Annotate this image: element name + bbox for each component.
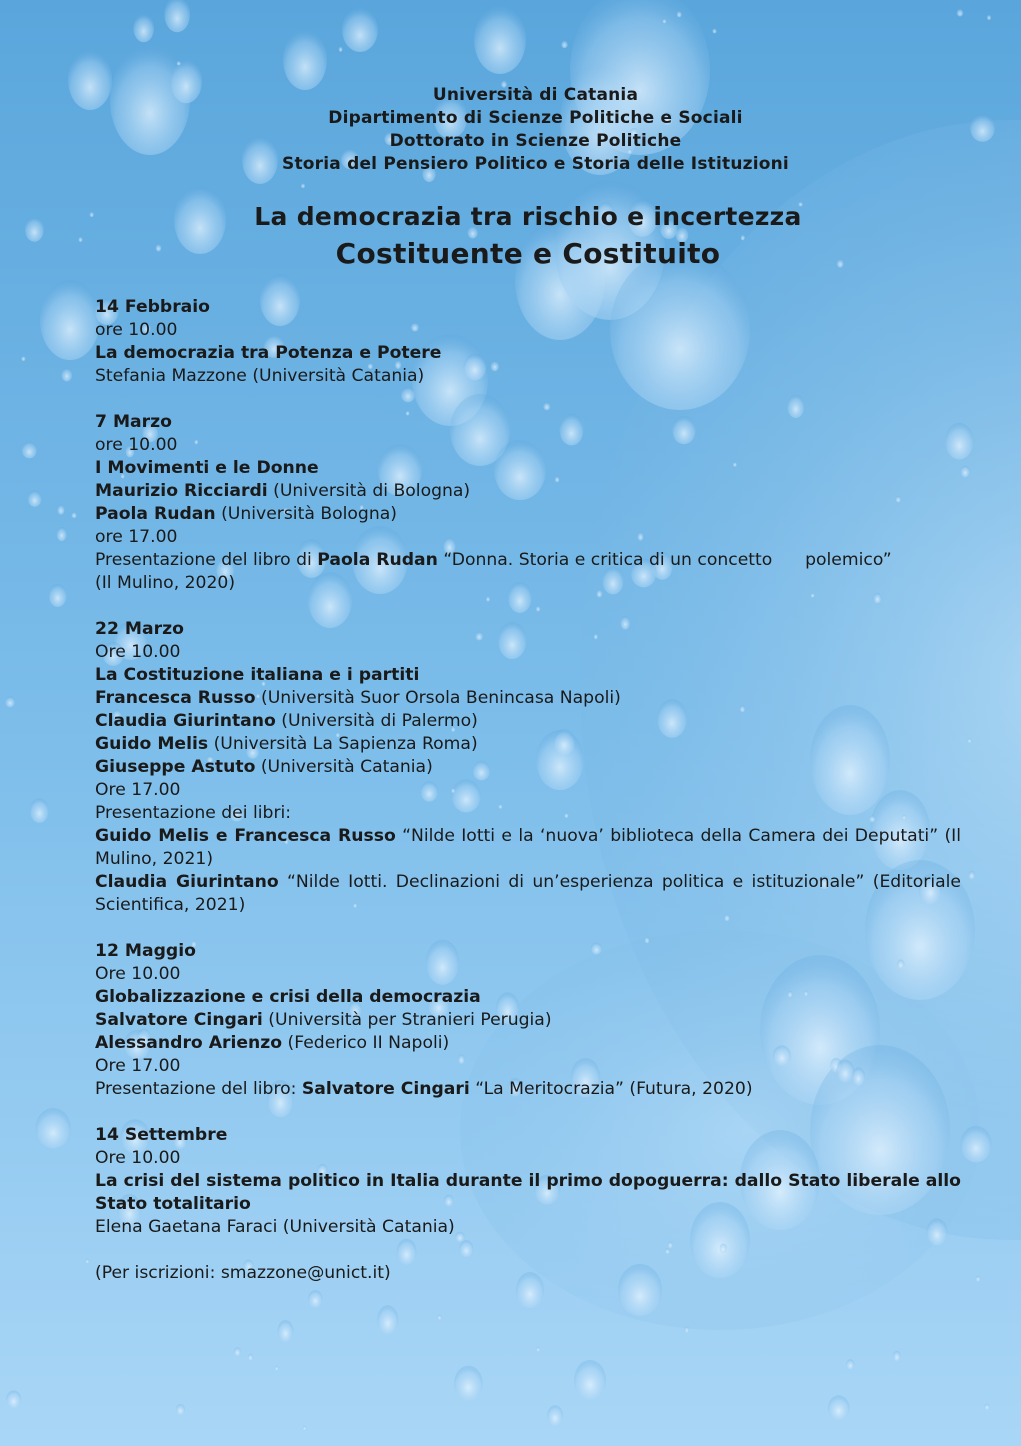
speaker-line — [95, 756, 961, 779]
header-subject: Storia del Pensiero Politico e Storia delle Istituzioni — [282, 154, 789, 174]
presentation-prefix: Presentazione del libro di — [95, 550, 318, 570]
speaker-line — [95, 503, 961, 526]
event-date: 14 Febbraio — [95, 297, 210, 317]
speaker-name: Paola Rudan — [95, 504, 216, 524]
speaker-name: Maurizio Ricciardi — [95, 481, 268, 501]
page-title: La democrazia tra rischio e incertezza — [254, 202, 802, 231]
book-title: “La Meritocrazia” (Futura, 2020) — [469, 1079, 753, 1099]
book-presentation — [95, 825, 961, 871]
event-date: 12 Maggio — [95, 941, 196, 961]
speaker-line — [95, 480, 961, 503]
event — [95, 411, 961, 595]
book-author: Paola Rudan — [317, 550, 438, 570]
speaker-affiliation: (Università di Bologna) — [267, 481, 471, 501]
speaker-name: Alessandro Arienzo — [95, 1033, 283, 1053]
book-author: Claudia Giurintano — [95, 872, 279, 892]
book-title: “Nilde Iotti e la ‘nuova’ biblioteca della Camera dei Deputati” (Il Mulino, 2021) — [95, 826, 961, 869]
event-date: 14 Settembre — [95, 1125, 228, 1145]
event-time: Ore 10.00 — [95, 964, 181, 984]
book-presentation — [95, 1078, 961, 1101]
speaker-affiliation: (Università per Stranieri Perugia) — [262, 1010, 552, 1030]
speaker-name: Claudia Giurintano — [95, 711, 276, 731]
event-speaker: Elena Gaetana Faraci (Università Catania) — [95, 1217, 455, 1237]
speaker-affiliation: (Università La Sapienza Roma) — [208, 734, 478, 754]
event-topic: La Costituzione italiana e i partiti — [95, 665, 420, 685]
book-title: “Donna. Storia e critica di un concetto polemico” — [437, 550, 892, 570]
speaker-name: Francesca Russo — [95, 688, 256, 708]
speaker-line — [95, 710, 961, 733]
book-presentation — [95, 549, 961, 572]
book-title: “Nilde Iotti. Declinazioni di un’esperienza politica e istituzionale” (Editoriale Scientifica, 2021) — [95, 872, 961, 915]
speaker-line — [95, 733, 961, 756]
registration-contact: (Per iscrizioni: smazzone@unict.it) — [95, 1263, 391, 1283]
book-author: Guido Melis e Francesca Russo — [95, 826, 396, 846]
event-date: 7 Marzo — [95, 412, 172, 432]
speaker-affiliation: (Università Bologna) — [215, 504, 397, 524]
event-time: Ore 10.00 — [95, 642, 181, 662]
event-topic: La democrazia tra Potenza e Potere — [95, 343, 442, 363]
book-publisher: (Il Mulino, 2020) — [95, 573, 236, 593]
event-date: 22 Marzo — [95, 619, 184, 639]
speaker-affiliation: (Federico II Napoli) — [282, 1033, 450, 1053]
speaker-line — [95, 1032, 961, 1055]
event — [95, 1124, 961, 1239]
event-topic: Globalizzazione e crisi della democrazia — [95, 987, 481, 1007]
event-time: ore 10.00 — [95, 320, 178, 340]
event-time: Ore 17.00 — [95, 780, 181, 800]
header-department: Dipartimento di Scienze Politiche e Sociali — [328, 108, 743, 128]
speaker-line — [95, 1009, 961, 1032]
event-topic: La crisi del sistema politico in Italia durante il primo dopoguerra: dallo Stato liberale allo Stato totalitario — [95, 1171, 961, 1214]
presentation-label: Presentazione dei libri: — [95, 803, 292, 823]
speaker-affiliation: (Università di Palermo) — [275, 711, 478, 731]
event — [95, 940, 961, 1101]
speaker-line — [95, 687, 961, 710]
event-speaker: Stefania Mazzone (Università Catania) — [95, 366, 425, 386]
event-time: Ore 17.00 — [95, 1056, 181, 1076]
book-presentation — [95, 871, 961, 917]
page-subtitle: Costituente e Costituito — [335, 237, 721, 270]
book-author: Salvatore Cingari — [301, 1079, 470, 1099]
header-university: Università di Catania — [432, 85, 639, 105]
header-doctorate: Dottorato in Scienze Politiche — [389, 131, 682, 151]
event-time: ore 10.00 — [95, 435, 178, 455]
event-topic: I Movimenti e le Donne — [95, 458, 319, 478]
speaker-affiliation: (Università Suor Orsola Benincasa Napoli) — [255, 688, 621, 708]
event — [95, 296, 961, 388]
event-time: ore 17.00 — [95, 527, 178, 547]
header — [0, 84, 1021, 176]
program — [95, 296, 961, 1285]
speaker-name: Salvatore Cingari — [95, 1010, 263, 1030]
event — [95, 618, 961, 917]
speaker-affiliation: (Università Catania) — [255, 757, 433, 777]
presentation-prefix: Presentazione del libro: — [95, 1079, 302, 1099]
speaker-name: Guido Melis — [95, 734, 209, 754]
speaker-name: Giuseppe Astuto — [95, 757, 256, 777]
event-time: Ore 10.00 — [95, 1148, 181, 1168]
